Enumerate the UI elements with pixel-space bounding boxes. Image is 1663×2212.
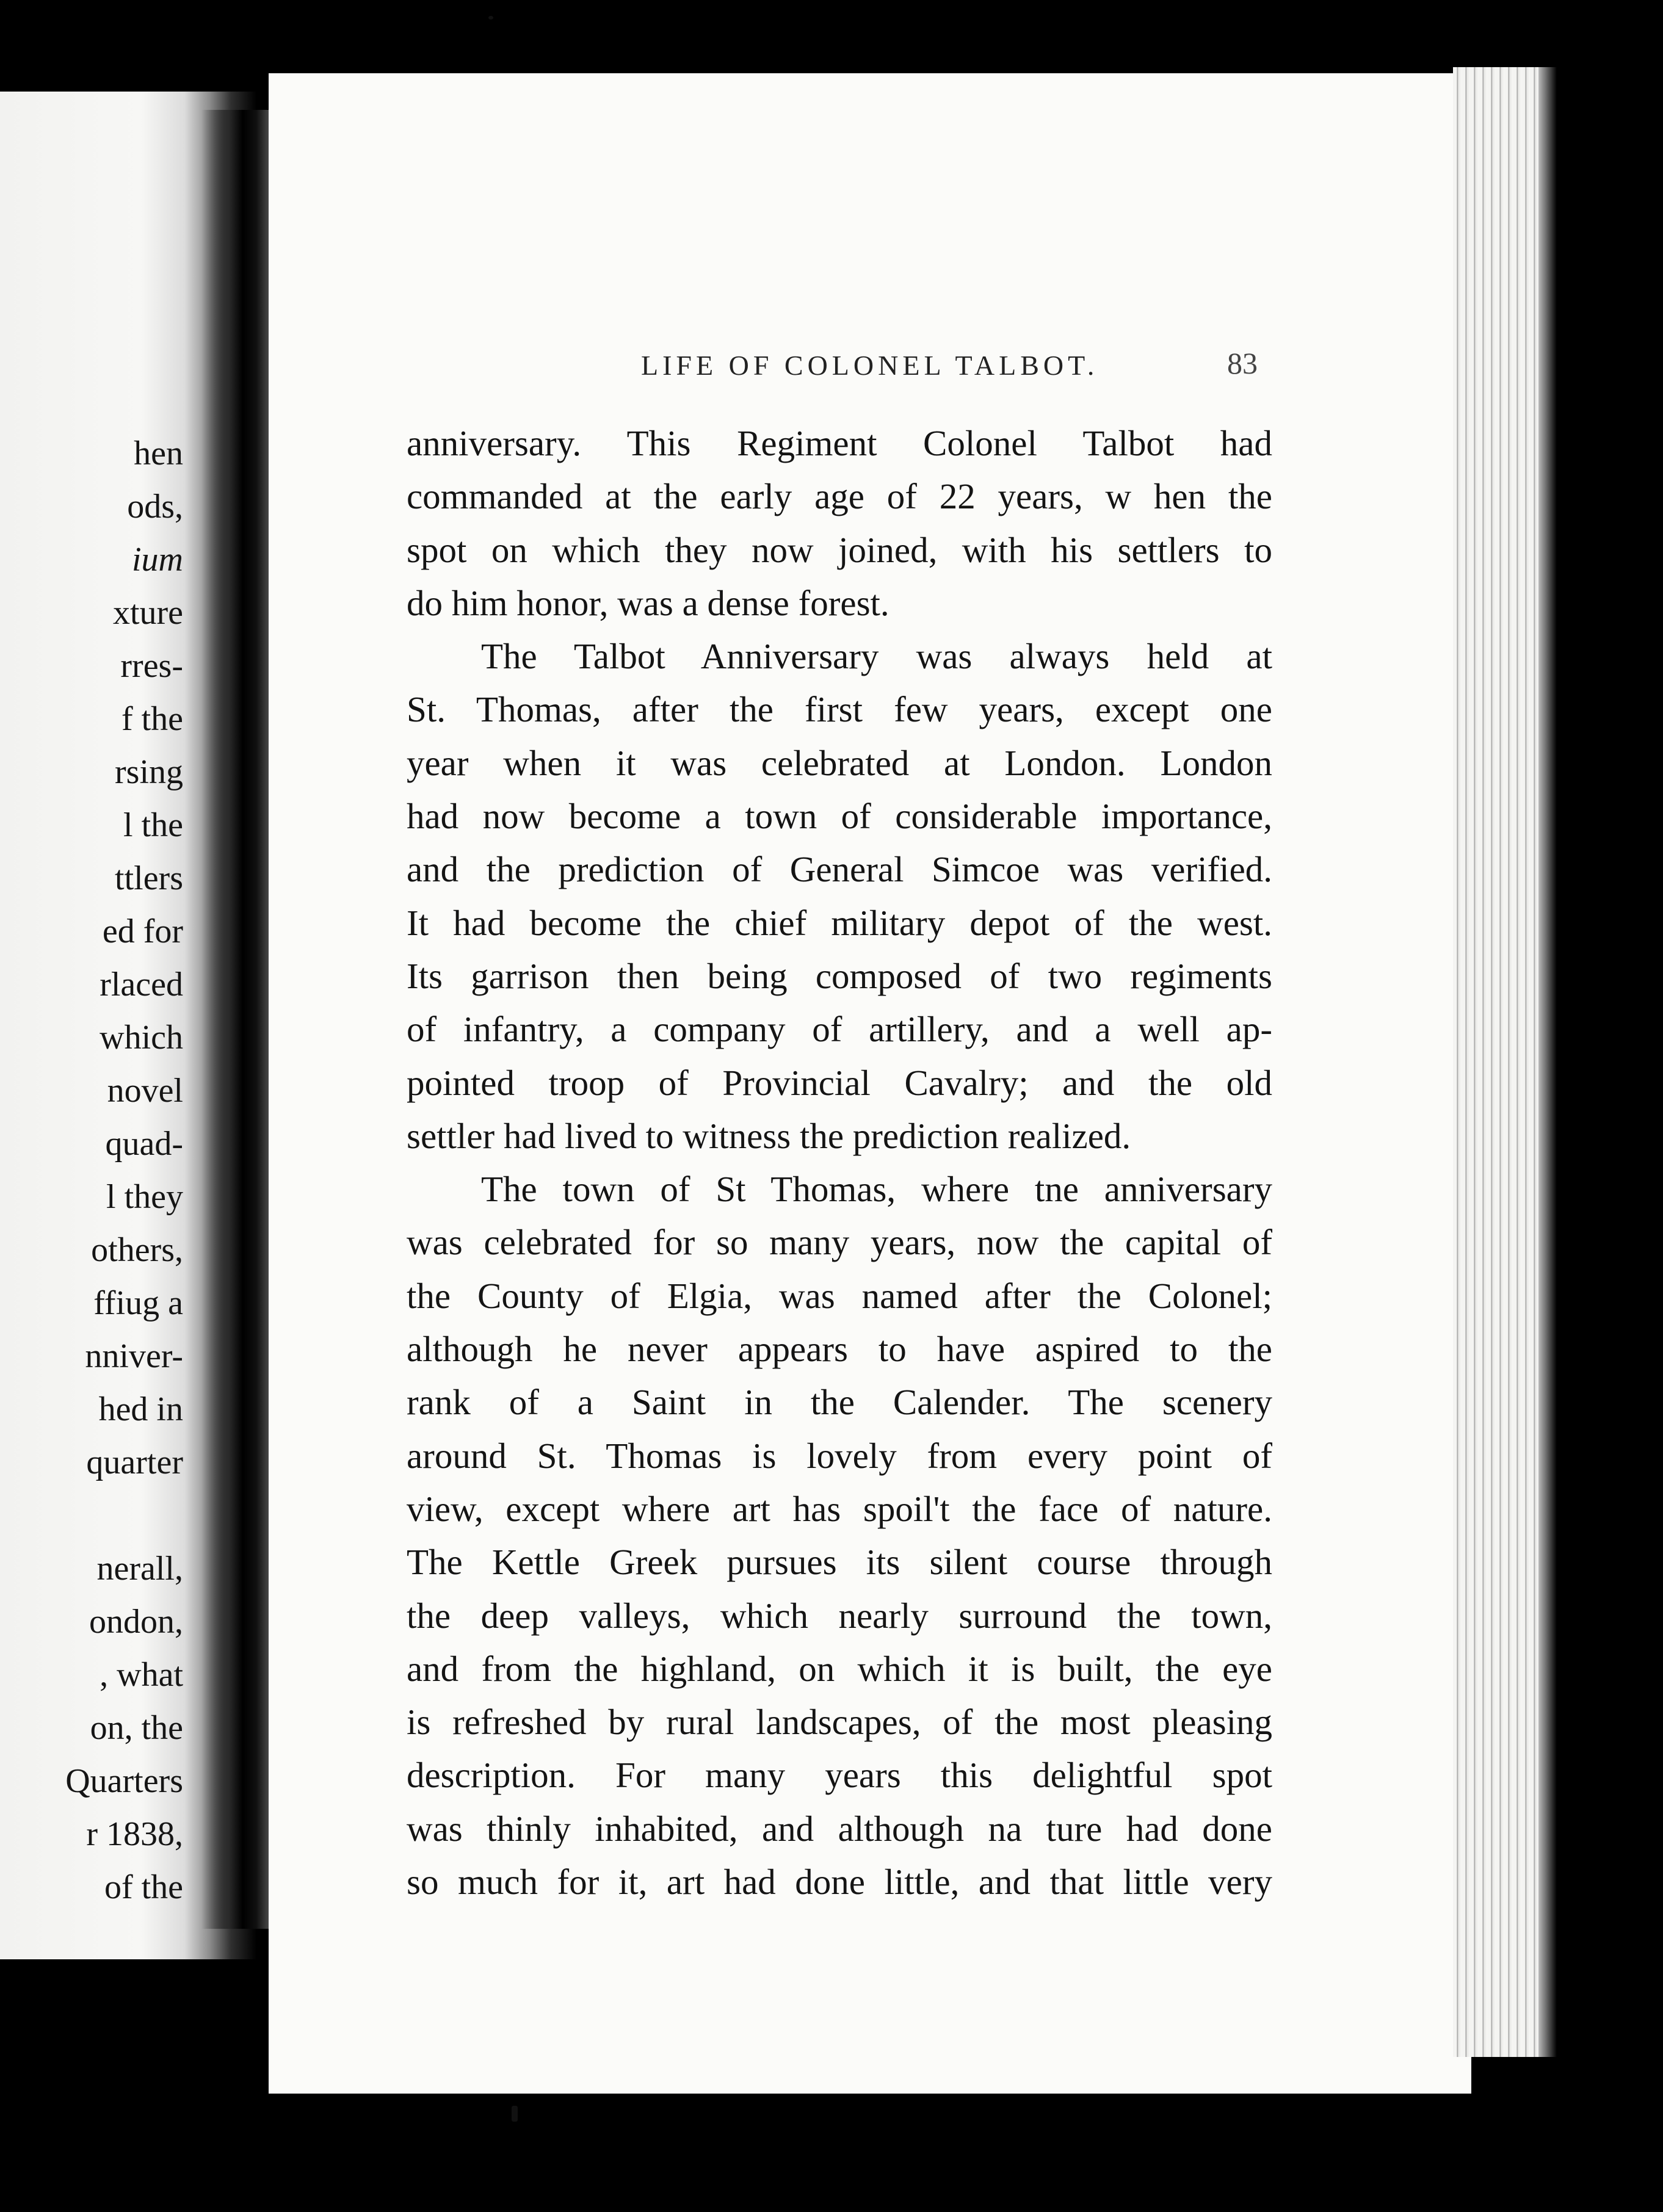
left-page-fragment: hed in bbox=[98, 1390, 183, 1428]
left-page-fragment: xture bbox=[112, 594, 183, 632]
text-line: spot on which they now joined, with his settlers to bbox=[407, 529, 1272, 570]
text-line: so much for it, art had done little, and that little very bbox=[407, 1862, 1272, 1903]
left-page-fragment: ium bbox=[132, 541, 183, 579]
left-page-fragment: quarter bbox=[86, 1444, 183, 1481]
text-line: of infantry, a company of artillery, and a well ap- bbox=[407, 1009, 1272, 1050]
text-line: do him honor, was a dense forest. bbox=[407, 582, 889, 623]
left-page-fragment: hen bbox=[134, 435, 183, 472]
text-line: and from the highland, on which it is built, the eye bbox=[407, 1648, 1272, 1689]
left-page-fragment: nerall, bbox=[96, 1550, 183, 1588]
dust-speck bbox=[488, 16, 493, 20]
text-line: the deep valleys, which nearly surround the town, bbox=[407, 1595, 1272, 1636]
text-line: around St. Thomas is lovely from every point of bbox=[407, 1435, 1272, 1476]
page-edge-shadow bbox=[1538, 67, 1557, 2057]
text-line: The town of St Thomas, where tne anniversary bbox=[481, 1169, 1272, 1210]
text-line: rank of a Saint in the Calender. The scenery bbox=[407, 1382, 1272, 1423]
dust-speck bbox=[512, 2106, 518, 2122]
text-line: year when it was celebrated at London. London bbox=[407, 742, 1272, 783]
left-page-fragment: l they bbox=[106, 1178, 183, 1216]
text-line: is refreshed by rural landscapes, of the most pleasing bbox=[407, 1702, 1272, 1743]
left-page-fragment: novel bbox=[107, 1072, 183, 1110]
running-head: LIFE OF COLONEL TALBOT. bbox=[641, 350, 1099, 381]
page-number: 83 bbox=[1227, 346, 1258, 380]
text-line: The Talbot Anniversary was always held at bbox=[481, 636, 1272, 677]
text-line: although he never appears to have aspired to the bbox=[407, 1329, 1272, 1370]
text-line: anniversary. This Regiment Colonel Talbot had bbox=[407, 423, 1272, 463]
text-line: commanded at the early age of 22 years, w hen the bbox=[407, 476, 1272, 517]
left-page-fragment: others, bbox=[91, 1231, 183, 1269]
left-page-fragment: of the bbox=[104, 1868, 183, 1906]
left-page-fragment: ondon, bbox=[89, 1603, 183, 1641]
text-line: St. Thomas, after the first few years, except one bbox=[407, 689, 1272, 730]
left-page-fragment: ed for bbox=[102, 913, 183, 950]
left-page-fragment: which bbox=[100, 1019, 183, 1057]
left-page-fragment: quad- bbox=[105, 1125, 183, 1163]
left-page-fragment: ttlers bbox=[115, 859, 183, 897]
text-line: settler had lived to witness the prediction realized. bbox=[407, 1115, 1131, 1156]
left-page-fragment bbox=[0, 1489, 183, 1542]
left-page-fragment: ods, bbox=[127, 488, 183, 526]
left-page-text-fragments bbox=[0, 427, 183, 1914]
text-line: was celebrated for so many years, now the capital of bbox=[407, 1222, 1272, 1263]
left-page-fragment: on, the bbox=[90, 1709, 183, 1747]
text-line: and the prediction of General Simcoe was verified. bbox=[407, 849, 1272, 890]
text-line: was thinly inhabited, and although na ture had done bbox=[407, 1808, 1272, 1849]
left-page-fragment: l the bbox=[123, 806, 183, 844]
text-line: view, except where art has spoil't the face of nature. bbox=[407, 1488, 1272, 1529]
left-page-fragment: ffiug a bbox=[93, 1284, 183, 1322]
text-line: The Kettle Greek pursues its silent course through bbox=[407, 1542, 1272, 1583]
text-line: the County of Elgia, was named after the Colonel; bbox=[407, 1275, 1272, 1316]
left-page-fragment: , what bbox=[100, 1656, 183, 1694]
text-line: Its garrison then being composed of two regiments bbox=[407, 955, 1272, 996]
text-line: description. For many years this delightful spot bbox=[407, 1755, 1272, 1796]
text-line: It had become the chief military depot of the west. bbox=[407, 902, 1272, 943]
text-line: pointed troop of Provincial Cavalry; and the old bbox=[407, 1062, 1272, 1103]
left-page-fragment: rres- bbox=[120, 647, 183, 685]
left-page-fragment: r 1838, bbox=[86, 1815, 183, 1853]
left-page-fragment: rsing bbox=[115, 753, 183, 791]
left-page-fragment: rlaced bbox=[100, 966, 183, 1003]
left-page-fragment: f the bbox=[121, 700, 183, 738]
left-page-fragment: nniver- bbox=[85, 1337, 183, 1375]
page-edges bbox=[1453, 67, 1545, 2057]
body-text bbox=[407, 417, 1272, 1909]
text-line: had now become a town of considerable importance, bbox=[407, 796, 1272, 837]
left-page-fragment: Quarters bbox=[65, 1762, 183, 1800]
